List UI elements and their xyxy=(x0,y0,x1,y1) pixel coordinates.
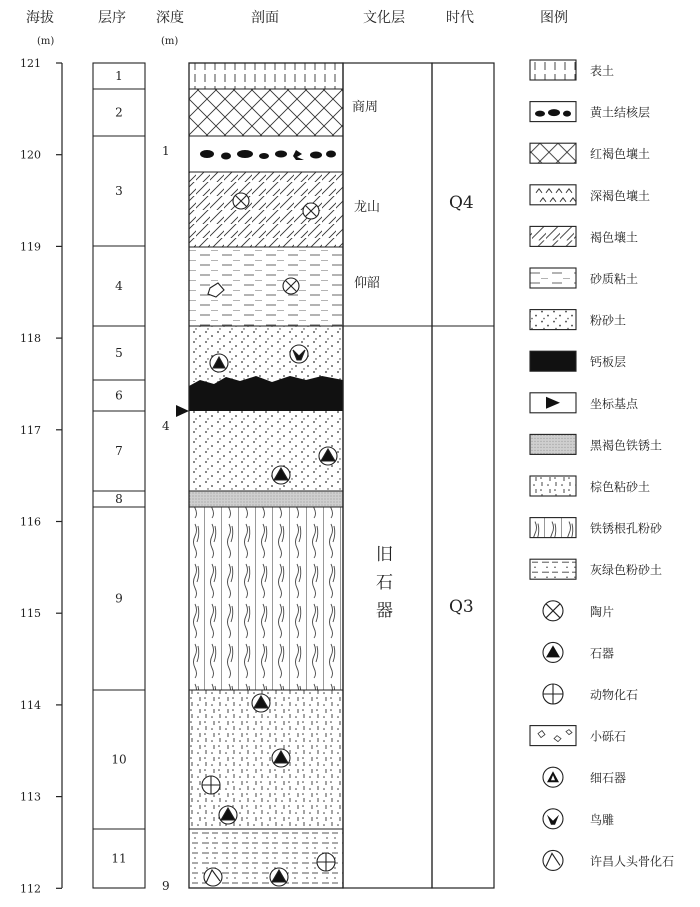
hatch-icon xyxy=(530,226,576,246)
legend-item xyxy=(530,102,650,122)
culture-label: 器 xyxy=(376,601,393,621)
layer-number: 6 xyxy=(115,388,123,403)
depth-unit: (m) xyxy=(161,36,179,47)
period-header: 时代 xyxy=(446,10,474,26)
elevation-tick-label: 120 xyxy=(20,148,41,162)
pottery-icon xyxy=(233,193,249,209)
legend-label: 褐色壤土 xyxy=(590,230,639,245)
legend-label: 动物化石 xyxy=(590,688,639,702)
gravel-icon xyxy=(530,726,576,746)
elevation-tick-label: 113 xyxy=(20,790,41,804)
layer-number: 10 xyxy=(111,752,127,767)
legend-item xyxy=(530,559,662,579)
period-label-q3: Q3 xyxy=(449,597,474,617)
bird-carving-icon xyxy=(543,809,563,829)
legend-item xyxy=(530,143,650,163)
legend-header: 图例 xyxy=(540,10,568,26)
layer-order-header: 层序 xyxy=(98,10,126,26)
skull-fossil-icon xyxy=(543,850,563,870)
layer-number: 11 xyxy=(111,851,127,866)
section-column xyxy=(189,63,343,888)
period-label-q4: Q4 xyxy=(449,193,474,213)
stone-tool-icon xyxy=(319,447,337,465)
crosshatch-icon xyxy=(530,143,576,163)
root-hole-silt-layer xyxy=(189,507,343,690)
legend-label: 红褐色壤土 xyxy=(590,147,651,162)
legend-label: 铁锈根孔粉砂 xyxy=(590,521,663,536)
layer-order-column xyxy=(93,63,145,888)
greygreen-silt-icon xyxy=(530,559,576,579)
legend-label: 棕色粘砂土 xyxy=(590,480,651,494)
skull-fossil-icon xyxy=(204,868,222,886)
elevation-tick-label: 115 xyxy=(20,607,41,621)
legend-label: 钙板层 xyxy=(590,355,627,370)
stone-tool-icon xyxy=(219,806,237,824)
legend-item xyxy=(530,60,614,80)
legend-item xyxy=(543,642,614,662)
stone-tool-icon xyxy=(272,466,290,484)
layer-number: 9 xyxy=(115,591,123,606)
legend-item xyxy=(530,393,639,413)
stone-tool-icon xyxy=(270,868,288,886)
culture-label: 仰韶 xyxy=(354,276,381,291)
legend-label: 灰绿色粉砂土 xyxy=(590,563,663,578)
legend-item xyxy=(543,684,638,704)
topsoil-icon xyxy=(530,60,576,80)
legend-label: 砂质粘土 xyxy=(590,272,639,286)
sandy-clay-icon xyxy=(530,476,576,496)
calcrete-icon xyxy=(530,351,576,371)
legend-item xyxy=(543,850,674,870)
legend-label: 黑褐色铁锈土 xyxy=(590,438,663,453)
microlith-icon xyxy=(210,354,228,372)
topsoil-layer xyxy=(189,63,343,89)
legend-item xyxy=(530,268,638,288)
layer-number: 7 xyxy=(115,444,123,458)
depth-label: 1 xyxy=(162,144,170,158)
legend-item xyxy=(543,809,614,829)
layer-number: 1 xyxy=(115,69,123,83)
stone-tool-icon xyxy=(252,694,270,712)
legend-item xyxy=(530,351,626,371)
legend-label: 许昌人头骨化石 xyxy=(590,854,675,869)
layer-number: 4 xyxy=(115,279,123,293)
animal-fossil-icon xyxy=(202,776,220,794)
section-header: 剖面 xyxy=(251,10,279,26)
nodule-layer-icon xyxy=(530,102,576,122)
iron-soil-icon xyxy=(530,434,576,454)
elevation-tick-label: 119 xyxy=(20,240,41,254)
layer-number: 5 xyxy=(115,346,123,360)
clay-icon xyxy=(530,268,576,288)
stone-tool-icon xyxy=(543,642,563,662)
culture-label: 商周 xyxy=(352,100,379,115)
datum-arrow-icon xyxy=(530,393,576,413)
legend-label: 深褐色壤土 xyxy=(590,188,651,203)
legend-label: 石器 xyxy=(590,646,615,661)
legend-label: 表土 xyxy=(590,64,615,78)
legend-item xyxy=(530,434,662,454)
elevation-tick-label: 118 xyxy=(20,332,41,346)
bird-carving-icon xyxy=(290,345,308,363)
period-column xyxy=(343,63,494,888)
legend-item xyxy=(530,226,638,246)
pottery-icon xyxy=(283,278,299,294)
layer-number: 8 xyxy=(115,492,123,506)
column-headers xyxy=(26,9,568,47)
legend-item xyxy=(543,767,626,787)
elevation-tick-label: 117 xyxy=(20,423,41,437)
microlith-icon xyxy=(543,767,563,787)
elevation-axis xyxy=(20,57,62,895)
culture-label: 石 xyxy=(376,573,393,593)
red-brown-loam-layer xyxy=(189,89,343,136)
silt-layer xyxy=(189,326,343,382)
legend-label: 黄土结核层 xyxy=(590,105,651,120)
pottery-icon xyxy=(543,601,563,621)
legend-item xyxy=(530,518,663,538)
legend-label: 鸟雕 xyxy=(590,812,615,827)
legend-label: 坐标基点 xyxy=(590,396,639,411)
elevation-header: 海拔 xyxy=(26,10,54,26)
legend-label: 陶片 xyxy=(590,604,615,619)
depth-labels xyxy=(162,144,189,893)
depth-label: 9 xyxy=(162,879,170,893)
dark-loam-icon xyxy=(530,185,576,205)
legend-label: 细石器 xyxy=(590,771,627,786)
brown-loam-layer xyxy=(189,172,343,247)
legend-label: 粉砂土 xyxy=(590,313,627,328)
legend-label: 小砾石 xyxy=(590,729,627,744)
layer-number: 2 xyxy=(115,105,123,120)
culture-label: 龙山 xyxy=(354,200,381,215)
elevation-tick-label: 116 xyxy=(20,515,41,529)
datum-arrow-icon xyxy=(176,405,189,417)
legend-item xyxy=(530,185,650,205)
elevation-tick-label: 114 xyxy=(20,698,41,712)
iron-stained-soil-layer xyxy=(189,491,343,507)
culture-header: 文化层 xyxy=(363,10,405,26)
legend-item xyxy=(530,726,626,746)
culture-label: 旧 xyxy=(376,545,393,565)
animal-fossil-icon xyxy=(317,853,335,871)
legend xyxy=(530,60,674,870)
layer-number: 3 xyxy=(115,184,123,198)
legend-item xyxy=(543,601,614,621)
elevation-tick-label: 121 xyxy=(20,57,41,70)
elevation-unit: (m) xyxy=(37,36,55,47)
depth-label: 4 xyxy=(162,419,170,433)
legend-item xyxy=(530,310,626,330)
silt-icon xyxy=(530,310,576,330)
elevation-tick-label: 112 xyxy=(20,882,41,896)
stone-tool-icon xyxy=(272,749,290,767)
culture-column xyxy=(343,63,432,888)
root-hole-icon xyxy=(530,518,576,538)
pottery-icon xyxy=(303,203,319,219)
depth-header: 深度 xyxy=(156,10,184,26)
animal-fossil-icon xyxy=(543,684,563,704)
legend-item xyxy=(530,476,650,496)
